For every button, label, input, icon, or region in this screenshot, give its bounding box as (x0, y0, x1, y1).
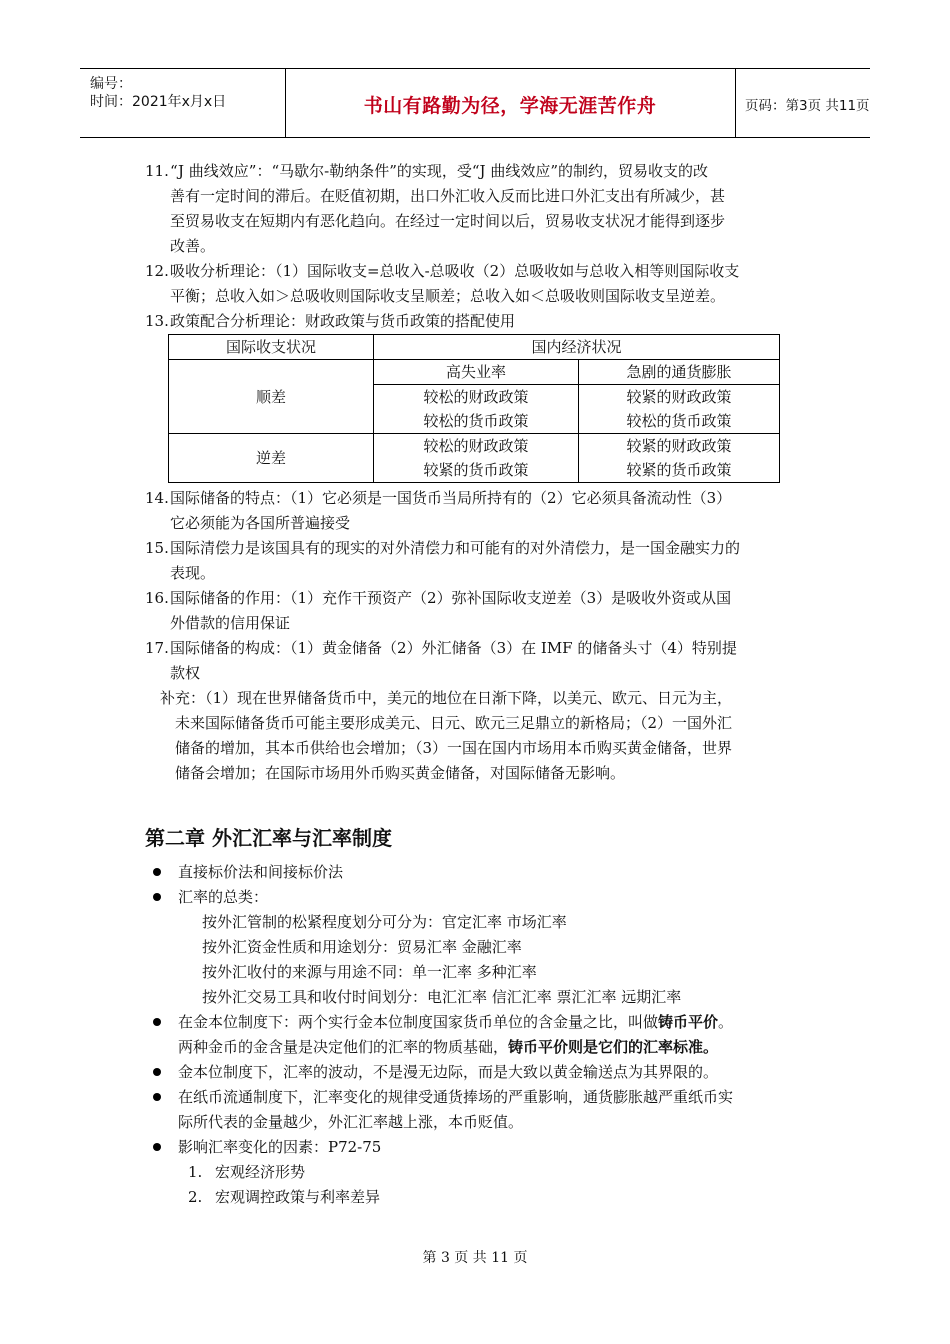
table-cell: 较松的货币政策 (579, 409, 780, 434)
item-number: 15. (145, 539, 169, 557)
sub-header-unemployment: 高失业率 (374, 360, 579, 385)
chapter-heading: 第二章 外汇汇率与汇率制度 (145, 826, 392, 850)
header-motto-cell (285, 69, 736, 137)
item-text: 国际储备的特点：（1）它必须是一国货币当局所持有的（2）它必须具备流动性（3） (170, 489, 732, 507)
item-number: 14. (145, 489, 169, 507)
item-text: 表现。 (170, 564, 216, 582)
item-number: 13. (145, 312, 169, 330)
item-number: 16. (145, 589, 169, 607)
item-text: 外借款的信用保证 (170, 614, 291, 632)
bullet-icon (153, 1018, 161, 1026)
motto: 书山有路勤为径，学海无涯苦作舟 (363, 95, 657, 117)
bullet-text: 际所代表的金量越少，外汇汇率越上涨，本币贬值。 (178, 1113, 524, 1131)
supplement-text: 未来国际储备货币可能主要形成美元、日元、欧元三足鼎立的新格局；（2）一国外汇 (175, 714, 733, 732)
item-text: 款权 (170, 664, 201, 682)
item-text: 至贸易收支在短期内有恶化趋向。在经过一定时间以后，贸易收支状况才能得到逐步 (170, 212, 726, 230)
number-label: 编号： (90, 76, 132, 92)
item-text: “J 曲线效应”：“马歇尔-勒纳条件”的实现，受“J 曲线效应”的制约，贸易收支的改 (170, 162, 708, 180)
supplement-text: 储备会增加；在国际市场用外币购买黄金储备，对国际储备无影响。 (175, 764, 626, 782)
sub-text: 按外汇收付的来源与用途不同：单一汇率 多种汇率 (202, 963, 537, 981)
item-text: 国际清偿力是该国具有的现实的对外清偿力和可能有的对外清偿力，是一国金融实力的 (170, 539, 741, 557)
table-cell: 较松的货币政策 (374, 409, 579, 434)
sub-text: 按外汇资金性质和用途划分：贸易汇率 金融汇率 (202, 938, 522, 956)
item-number: 12. (145, 262, 169, 280)
time-label: 时间：2021年x月x日 (90, 94, 227, 110)
item-text: 善有一定时间的滞后。在贬值初期，出口外汇收入反而比进口外汇支出有所减少，甚 (170, 187, 726, 205)
item-text: 它必须能为各国所普遍接受 (170, 514, 351, 532)
sub-text: 按外汇交易工具和收付时间划分：电汇汇率 信汇汇率 票汇汇率 远期汇率 (202, 988, 682, 1006)
item-text: 平衡；总收入如＞总吸收则国际收支呈顺差；总收入如＜总吸收则国际收支呈逆差。 (170, 287, 726, 305)
list-number: 1. (188, 1163, 203, 1181)
table-cell: 较紧的货币政策 (579, 458, 780, 483)
bullet-icon (153, 1068, 161, 1076)
bold-term: 铸币平价 (658, 1013, 719, 1031)
list-number: 2. (188, 1188, 203, 1206)
table-cell: 较松的财政政策 (374, 434, 579, 459)
table-header-domestic: 国内经济状况 (374, 335, 780, 360)
page-info: 页码：第3页 共11页 (745, 98, 870, 114)
bullet-text: 两种金币的金含量是决定他们的汇率的物质基础，铸币平价则是它们的汇率标准。 (178, 1038, 719, 1056)
item-text: 政策配合分析理论：财政政策与货币政策的搭配使用 (170, 312, 516, 330)
bullet-text: 直接标价法和间接标价法 (178, 863, 344, 881)
item-number: 17. (145, 639, 169, 657)
item-text: 国际储备的构成：（1）黄金储备（2）外汇储备（3）在 IMF 的储备头寸（4）特别提 (170, 639, 737, 657)
bullet-text: 汇率的总类： (178, 888, 269, 906)
item-text: 吸收分析理论：（1）国际收支=总收入-总吸收（2）总吸收如与总收入相等则国际收支 (170, 262, 740, 280)
supplement-text: 补充：（1）现在世界储备货币中，美元的地位在日渐下降，以美元、欧元、日元为主， (160, 689, 733, 707)
table-cell: 较紧的财政政策 (579, 434, 780, 459)
row-label-deficit: 逆差 (169, 434, 374, 483)
table-header-bop: 国际收支状况 (169, 335, 374, 360)
sub-text: 按外汇管制的松紧程度划分可分为：官定汇率 市场汇率 (202, 913, 567, 931)
page-footer: 第 3 页 共 11 页 (422, 1250, 528, 1266)
header-page-cell (735, 69, 870, 137)
bold-term: 铸币平价则是它们的汇率标准。 (508, 1038, 719, 1056)
bullet-icon (153, 1143, 161, 1151)
item-text: 国际储备的作用：（1）充作干预资产（2）弥补国际收支逆差（3）是吸收外资或从国 (170, 589, 732, 607)
table-cell: 较松的财政政策 (374, 385, 579, 410)
bullet-icon (153, 1093, 161, 1101)
page-header (80, 68, 870, 138)
table-cell: 较紧的财政政策 (579, 385, 780, 410)
policy-mix-table (168, 334, 780, 483)
list-item: 宏观经济形势 (215, 1163, 306, 1181)
table-cell: 较紧的货币政策 (374, 458, 579, 483)
list-item: 宏观调控政策与利率差异 (215, 1188, 381, 1206)
bullet-text: 在金本位制度下：两个实行金本位制度国家货币单位的含金量之比，叫做铸币平价。 (178, 1013, 734, 1031)
bullet-icon (153, 868, 161, 876)
bullet-text: 在纸币流通制度下，汇率变化的规律受通货捧场的严重影响，通货膨胀越严重纸币实 (178, 1088, 734, 1106)
bullet-text: 影响汇率变化的因素：P72-75 (178, 1138, 382, 1156)
bullet-icon (153, 893, 161, 901)
sub-header-inflation: 急剧的通货膨胀 (579, 360, 780, 385)
item-number: 11. (145, 162, 169, 180)
row-label-surplus: 顺差 (169, 360, 374, 434)
header-meta (80, 69, 286, 137)
supplement-text: 储备的增加，其本币供给也会增加；（3）一国在国内市场用本币购买黄金储备，世界 (175, 739, 733, 757)
bullet-text: 金本位制度下，汇率的波动，不是漫无边际，而是大致以黄金输送点为其界限的。 (178, 1063, 719, 1081)
item-text: 改善。 (170, 237, 216, 255)
